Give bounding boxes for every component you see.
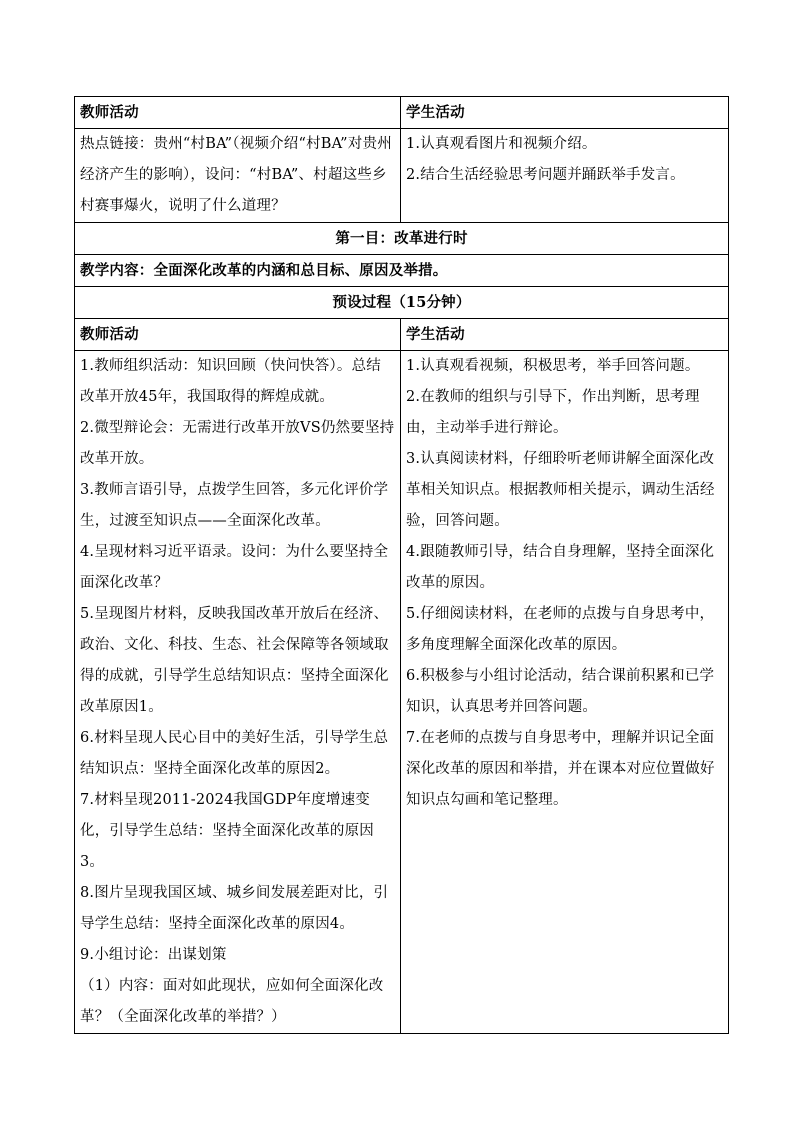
student-activity-item: 2.在教师的组织与引导下，作出判断，思考理由，主动举手进行辩论。 bbox=[406, 389, 700, 436]
hotspot-student-cell bbox=[401, 129, 729, 223]
teacher-activity-item: 3.教师言语引导，点拨学生回答，多元化评价学生，过渡至知识点——全面深化改革。 bbox=[80, 482, 389, 529]
teacher-activity-item: 7.材料呈现2011-2024我国GDP年度增速变化，引导学生总结：坚持全面深化改革的原因3。 bbox=[80, 792, 374, 870]
teacher-activities-cell bbox=[75, 351, 401, 1034]
student-activity-item: 3.认真阅读材料，仔细聆听老师讲解全面深化改革相关知识点。根据教师相关提示，调动生活经验，回答问题。 bbox=[406, 451, 715, 529]
student-activity-item: 6.积极参与小组讨论活动，结合课前积累和已学知识，认真思考并回答问题。 bbox=[406, 668, 715, 715]
process-title: 预设过程（15分钟） bbox=[75, 287, 729, 319]
teacher-activity-item: 5.呈现图片材料，反映我国改革开放后在经济、政治、文化、科技、生态、社会保障等各领域取得的成就，引导学生总结知识点：坚持全面深化改革原因1。 bbox=[80, 606, 389, 715]
teacher-activity-item: 1.教师组织活动：知识回顾（快问快答）。总结改革开放45年，我国取得的辉煌成就。 bbox=[80, 358, 381, 405]
hotspot-row bbox=[75, 129, 729, 223]
section-title-row bbox=[75, 223, 729, 255]
student-activity-item: 5.仔细阅读材料，在老师的点拨与自身思考中，多角度理解全面深化改革的原因。 bbox=[406, 606, 715, 653]
teacher-activity-item: 8.图片呈现我国区域、城乡间发展差距对比，引导学生总结：坚持全面深化改革的原因4。 bbox=[80, 885, 389, 932]
student-activities-cell bbox=[401, 351, 729, 1034]
hotspot-student-item: 2.结合生活经验思考问题并踊跃举手发言。 bbox=[406, 167, 685, 183]
hotspot-student-item: 1.认真观看图片和视频介绍。 bbox=[406, 136, 597, 152]
process-title-row bbox=[75, 287, 729, 319]
process-header-student: 学生活动 bbox=[401, 319, 729, 351]
teacher-activity-item: 6.材料呈现人民心目中的美好生活，引导学生总结知识点：坚持全面深化改革的原因2。 bbox=[80, 730, 389, 777]
section-title: 第一目：改革进行时 bbox=[75, 223, 729, 255]
hotspot-teacher-cell: 热点链接：贵州“村BA”（视频介绍“村BA”对贵州经济产生的影响），设问：“村BA”、村超这些乡村赛事爆火，说明了什么道理？ bbox=[75, 129, 401, 223]
teaching-content: 教学内容：全面深化改革的内涵和总目标、原因及举措。 bbox=[75, 255, 729, 287]
student-activity-item: 7.在老师的点拨与自身思考中，理解并识记全面深化改革的原因和举措，并在课本对应位置做好知识点勾画和笔记整理。 bbox=[406, 730, 715, 808]
teacher-activity-item: （1）内容：面对如此现状，应如何全面深化改革？（全面深化改革的举措？） bbox=[80, 978, 384, 1025]
teaching-content-row bbox=[75, 255, 729, 287]
teacher-activity-item: 4.呈现材料习近平语录。设问：为什么要坚持全面深化改革？ bbox=[80, 544, 389, 591]
lesson-plan-table bbox=[74, 96, 729, 1034]
top-header-teacher: 教师活动 bbox=[75, 97, 401, 129]
teacher-activity-item: 2.微型辩论会：无需进行改革开放VS仍然要坚持改革开放。 bbox=[80, 420, 395, 467]
student-activity-item: 4.跟随教师引导，结合自身理解，坚持全面深化改革的原因。 bbox=[406, 544, 715, 591]
teacher-activity-item: 9.小组讨论：出谋划策 bbox=[80, 947, 227, 963]
process-body-row bbox=[75, 351, 729, 1034]
process-header-teacher: 教师活动 bbox=[75, 319, 401, 351]
top-header-row bbox=[75, 97, 729, 129]
top-header-student: 学生活动 bbox=[401, 97, 729, 129]
process-header-row bbox=[75, 319, 729, 351]
student-activity-item: 1.认真观看视频，积极思考，举手回答问题。 bbox=[406, 358, 700, 374]
